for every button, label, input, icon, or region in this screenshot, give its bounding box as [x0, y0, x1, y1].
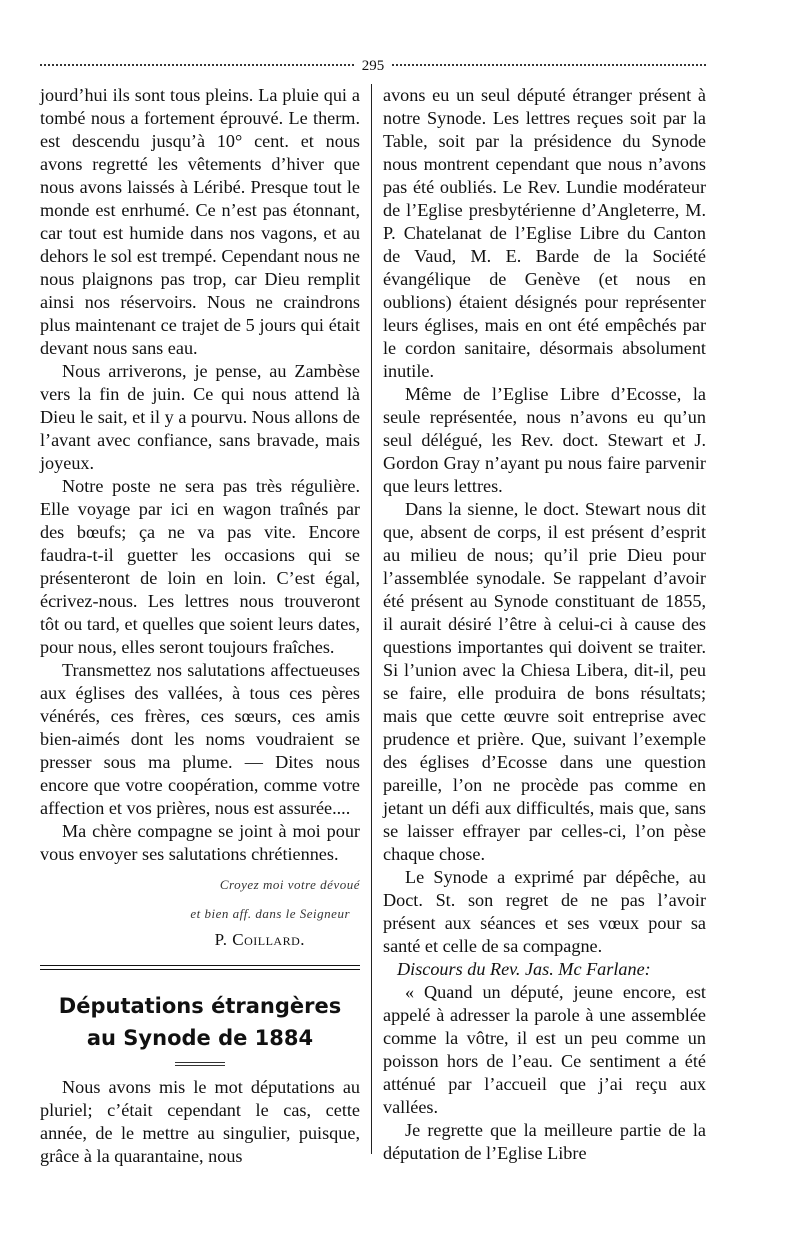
paragraph: « Quand un député, jeune encore, est appelé à adresser la parole à une assemblée comme la vôtre, il est un peu comme un poisson hors de l’eau. Ce sentiment a été atténué par l’accueil que j’ai reçu aux vallées.	[383, 982, 706, 1117]
paragraph: Nous avons mis le mot députations au pluriel; c’était cependant le cas, cette année, de le mettre au singulier, puisque, grâce à la quarantaine, nous	[40, 1077, 360, 1166]
right-column	[383, 84, 706, 1165]
page-number: 295	[361, 58, 385, 74]
closing-line: Croyez moi votre dévoué	[219, 877, 360, 892]
section-title	[40, 990, 360, 1054]
section-title-line: au Synode de 1884	[86, 1026, 314, 1050]
paragraph: Notre poste ne sera pas très régulière. Elle voyage par ici en wagon traînés par des bœufs; ça ne va pas vite. Encore faudra-t-il guetter les occasions qui se présenteront de loin en loin. C’est égal, écrivez-nous. Les lettres nous trouveront tôt ou tard, et quelles que soient leurs dates, pour nous, elles seront toujours fraîches.	[40, 476, 360, 657]
paragraph: Ma chère compagne se joint à moi pour vous envoyer ses salutations chrétiennes.	[40, 821, 360, 864]
section-divider	[40, 965, 360, 970]
header-rule-right	[392, 64, 706, 72]
paragraph: Dans la sienne, le doct. Stewart nous dit que, absent de corps, il est présent d’esprit au milieu de nous; qu’il prie Dieu pour l’assemblée synodale. Se rappelant d’avoir été présent au Synode constituant de 1855, il aurait désiré l’être à celui-ci à cause des questions importantes qui doivent se traiter. Si l’union avec la Chiesa Libera, dit-il, peu se faire, elle produira de bons résultats; mais que cette œuvre soit entreprise avec prudence et prière. Que, suivant l’exemple des églises d’Ecosse dans une question pareille, l’on ne procède pas comme en jetant un défi aux difficultés, mais que, sans se laisser effrayer par celles-ci, l’on pèse chaque chose.	[383, 499, 706, 864]
column-divider	[371, 84, 372, 1154]
subheading: Discours du Rev. Jas. Mc Farlane:	[397, 959, 651, 979]
closing-line: et bien aff. dans le Seigneur	[190, 906, 350, 921]
section-title-line: Députations étrangères	[58, 994, 342, 1018]
paragraph: Même de l’Eglise Libre d’Ecosse, la seule représentée, nous n’avons eu qu’un seul délégué, les Rev. doct. Stewart et J. Gordon Gray n’ayant pu nous faire parvenir que leurs lettres.	[383, 384, 706, 496]
paragraph: avons eu un seul député étranger présent à notre Synode. Les lettres reçues soit par la Table, soit par la présidence du Synode nous montrent cependant que nous n’avons pas été oubliés. Le Rev. Lundie modérateur de l’Eglise presbytérienne d’Angleterre, M. P. Chatelanat de l’Eglise Libre du Canton de Vaud, M. E. Barde de la Société évangélique de Genève (et nous en oublions) étaient désignés pour représenter leurs églises, mais en ont été empêchés par le cordon sanitaire, désormais absolument inutile.	[383, 85, 706, 381]
paragraph: jourd’hui ils sont tous pleins. La pluie qui a tombé nous a fortement éprouvé. Le therm. est descendu jusqu’à 10° cent. et nous avons regretté les vêtements d’hiver que nous avons laissés à Léribé. Presque tout le monde est enrhumé. Ce n’est pas étonnant, car tout est humide dans nos vagons, et au dehors le sol est trempé. Cependant nous ne nous plaignons pas trop, car Dieu remplit ainsi nos réservoirs. Nous ne craindrons plus maintenant ce trajet de 5 jours qui était devant nous sans eau.	[40, 85, 360, 358]
paragraph: Nous arriverons, je pense, au Zambèse vers la fin de juin. Ce qui nous attend là Dieu le sait, et il y a pourvu. Nous allons de l’avant avec confiance, sans bravade, mais joyeux.	[40, 361, 360, 473]
page-header	[40, 56, 706, 76]
paragraph: Le Synode a exprimé par dépêche, au Doct. St. son regret de ne pas l’avoir présent aux séances et ses vœux pour sa santé et celle de sa compagne.	[383, 867, 706, 956]
signature: P. Coillard.	[214, 930, 305, 949]
title-ornament	[175, 1062, 225, 1066]
paragraph: Transmettez nos salutations affectueuses aux églises des vallées, à tous ces pères vénérés, ces frères, ces sœurs, ces amis bien-aimés dont les noms voudraient se presser sous ma plume. — Dites nous encore que votre coopération, comme votre affection et vos prières, nous est assurée....	[40, 660, 360, 818]
paragraph: Je regrette que la meilleure partie de la députation de l’Eglise Libre	[383, 1120, 706, 1163]
header-rule-left	[40, 64, 354, 72]
left-column	[40, 84, 360, 1168]
